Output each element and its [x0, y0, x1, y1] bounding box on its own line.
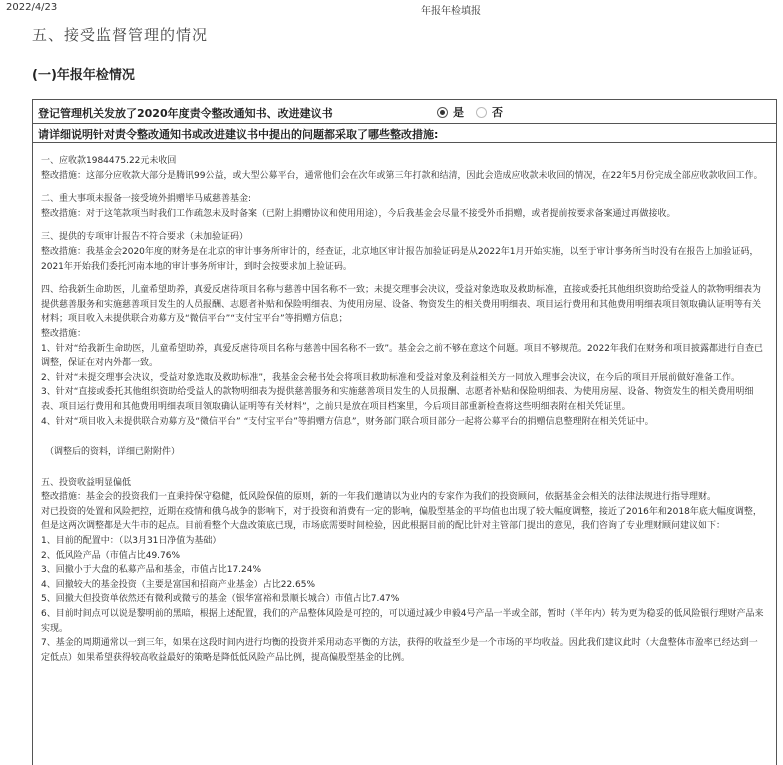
measures-question-row [33, 124, 776, 143]
item5-list-7: 7、基金的周期通常以一到三年，如果在这段时间内进行均衡的投资并采用动态平衡的方法，获得的收益至少是一个市场的平均收益。因此我们建议此时（大盘整体市盈率已经达到一定低点）如果希望获得较高收益最好的策略是降低低风险产品比例，提高偏股型基金的比例。 [41, 638, 758, 663]
item4-point-4: 4、针对“项目收入未提供联合劝募方及“微信平台” “支付宝平台”等捐赠方信息”，财务部门联合项目部分一起将公募平台的捐赠信息整理附在相关凭证中。 [41, 416, 654, 427]
item2-fix: 整改措施：对于这笔款项当时我们工作疏忽未及时备案（已附上捐赠协议和使用用途），今后我基金会尽量不接受外币捐赠，或者提前按要求备案通过再做接收。 [41, 208, 676, 219]
item4-title: 四、给我新生命助医，儿童希望助养，真爱反虐待项目名称与慈善中国名称不一致；未提交理事会决议，受益对象选取及救助标准，直接或委托其他组织资助给受益人的款物明细表为提供慈善服务和实施慈善项目发生的人员报酬、志愿者补贴和保险明细表、为使用房屋、设备、物资发生的相关费用明细表、项目运行费用和其他费用明细表项目领取确认证明等有关材料；项目收入未提供联合劝募方及“微信平台”“支付宝平台”等捐赠方信息； [41, 285, 762, 325]
item5-list-3: 3、回撤小于大盘的私募产品和基金，市值占比17.24% [41, 565, 262, 576]
page-title: 年报年检填报 [421, 6, 481, 17]
notice-radio-group [437, 104, 515, 120]
item5-list-2: 2、低风险产品（市值占比49.76% [41, 550, 181, 561]
item4-point-3: 3、针对“直接或委托其他组织资助给受益人的款物明细表为提供慈善服务和实施慈善项目发生的人员报酬、志愿者补贴和保险明细表、为使用房屋、设备、物资发生的相关费用明细表、项目运行费用和其他费用明细表项目领取确认证明等有关材料”，之前只是放在项目档案里，今后项目部重新检查将这些明细表附在相关凭证里。 [41, 387, 754, 412]
item5-list-6: 6、目前时间点可以说是黎明前的黑暗，根据上述配置，我们的产品整体风险是可控的，可以通过减少申毅4号产品一半或全部，暂时（半年内）转为更为稳妥的低风险银行理财产品来实现。 [41, 609, 764, 634]
item1-title: 一、应收款1984475.22元未收回 [41, 156, 177, 166]
print-date: 2022/4/23 [6, 2, 58, 13]
measures-question-label: 请详细说明针对责令整改通知书或改进建议书中提出的问题都采取了哪些整改措施: [38, 128, 439, 141]
item3-title: 三、提供的专项审计报告不符合要求（未加验证码） [41, 232, 249, 243]
radio-no[interactable] [476, 107, 487, 118]
item3-fix: 整改措施：我基金会2020年度的财务是在北京的审计事务所审计的，经查证，北京地区审计报告加验证码是从2022年1月开始实施，以至于审计事务所当时没有在报告上加验证码，2021年开始我们委托河南本地的审计事务所审计，到时会按要求加上验证码。 [41, 246, 759, 272]
report-form-table [32, 99, 777, 765]
item2-title: 二、重大事项未报备一接受境外捐赠毕马威慈善基金: [41, 194, 252, 205]
item5-title: 五、投资收益明显偏低 [41, 477, 132, 488]
item4-point-1: 1、针对“给我新生命助医，儿童希望助养，真爱反虐待项目名称与慈善中国名称不一致”。基金会之前不够在意这个问题。项目不够规范。2022年我们在财务和项目披露都进行自查已调整，保证在对内外都一致。 [41, 343, 763, 369]
item4-point-2: 2、针对“未提交理事会决议，受益对象选取及救助标准”，我基金会秘书处会将项目救助标准和受益对象及利益相关方一同放入理事会决议，在今后的项目开展前做好准备工作。 [41, 372, 741, 383]
item5-fix: 整改措施：基金会的投资我们一直秉持保守稳健，低风险保值的原则，新的一年我们邀请以为业内的专家作为我们的投资顾问，依据基金会相关的法律法规进行指导理财。 [41, 492, 717, 503]
radio-no-label: 否 [492, 106, 503, 119]
measures-answer-text [41, 154, 764, 665]
item1-fix: 整改措施：这部分应收款大部分是腾讯99公益，或大型公募平台，通常他们会在次年或第三年打款和结清，因此会造成应收款未收回的情况，在22年5月份完成全部应收款收回工作。 [41, 170, 763, 181]
radio-yes[interactable] [437, 107, 448, 118]
section-title: 五、接受监督管理的情况 [32, 26, 209, 44]
item4-fix-label: 整改措施： [41, 328, 87, 339]
page-header [6, 2, 777, 16]
notice-question-row [33, 100, 776, 124]
attachment-note: （调整后的资料，详细已附附件） [45, 447, 181, 458]
item5-list-5: 5、回撤大但投资单依然还有微利或微亏的基金（银华富裕和景顺长城合）市值占比7.47% [41, 594, 400, 605]
sub-section-title: (一)年报年检情况 [32, 68, 135, 83]
item5-paragraph: 对已投资的处置和风险把控，近期在疫情和俄乌战争的影响下，对于投资和消费有一定的影响，偏股型基金的平均值也出现了较大幅度调整，接近了2016年和2018年底大幅度调整，但是这两次调整都是大牛市的起点。目前看整个大盘改策底已现，市场底需要时间检验，因此根据目前的配比针对主管部门提出的意见，我们咨询了专业理财顾问建议如下： [41, 506, 762, 532]
item5-list-1: 1、目前的配置中：（以3月31日净值为基础） [41, 536, 222, 547]
item5-list-4: 4、回撤较大的基金投资（主要是富国和招商产业基金）占比22.65% [41, 579, 316, 590]
radio-yes-label: 是 [453, 106, 464, 119]
notice-question-label: 登记管理机关发放了2020年度责令整改通知书、改进建议书 [38, 107, 333, 120]
